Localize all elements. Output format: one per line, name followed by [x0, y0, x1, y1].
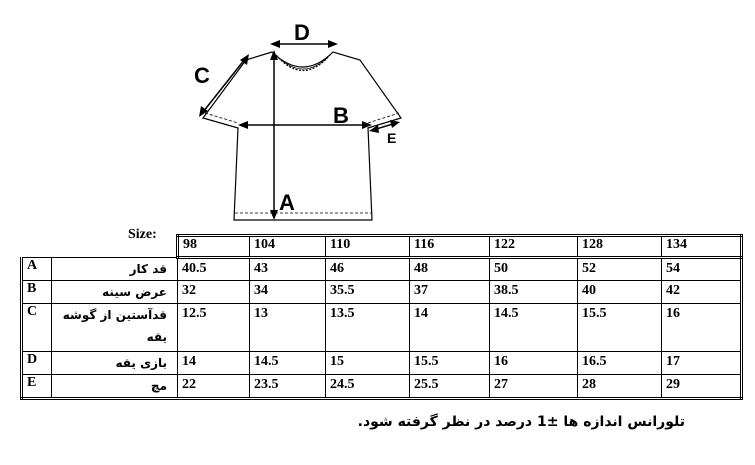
row-code: B [22, 281, 52, 304]
row-code: A [22, 258, 52, 281]
table-cell: 17 [662, 352, 742, 375]
table-row [22, 304, 742, 352]
size-label: Size: [128, 227, 157, 242]
table-cell: 37 [410, 281, 490, 304]
row-name: قدآستین از گوشه یقه [52, 304, 178, 352]
table-cell: 40.5 [178, 258, 250, 281]
table-cell: 27 [490, 375, 578, 399]
table-cell: 14.5 [490, 304, 578, 352]
size-header-cell: 134 [662, 236, 742, 258]
table-cell: 40 [578, 281, 662, 304]
table-cell: 24.5 [326, 375, 410, 399]
row-name: مچ [52, 375, 178, 399]
measure-a-label: A [279, 190, 295, 215]
table-cell: 12.5 [178, 304, 250, 352]
table-cell: 38.5 [490, 281, 578, 304]
table-row [22, 258, 742, 281]
table-cell: 14 [178, 352, 250, 375]
row-code: C [22, 304, 52, 352]
tolerance-note: تلورانس اندازه ها ±1 درصد در نظر گرفته شود. [357, 414, 685, 430]
size-header-cell: 122 [490, 236, 578, 258]
table-cell: 13 [250, 304, 326, 352]
table-cell: 50 [490, 258, 578, 281]
row-name: بازی یقه [52, 352, 178, 375]
table-cell: 29 [662, 375, 742, 399]
size-header-cell: 110 [326, 236, 410, 258]
table-cell: 54 [662, 258, 742, 281]
size-header-cell: 128 [578, 236, 662, 258]
row-code: E [22, 375, 52, 399]
row-code: D [22, 352, 52, 375]
table-cell: 25.5 [410, 375, 490, 399]
size-header-cell: 116 [410, 236, 490, 258]
table-cell: 46 [326, 258, 410, 281]
table-cell: 43 [250, 258, 326, 281]
table-cell: 15.5 [578, 304, 662, 352]
table-cell: 13.5 [326, 304, 410, 352]
size-header-cell: 98 [178, 236, 250, 258]
table-cell: 23.5 [250, 375, 326, 399]
size-header-row [22, 236, 742, 258]
table-cell: 35.5 [326, 281, 410, 304]
row-name: عرض سینه [52, 281, 178, 304]
measure-e-label: E [387, 130, 397, 146]
table-row [22, 375, 742, 399]
measure-c-label: C [194, 63, 210, 88]
table-row [22, 281, 742, 304]
table-cell: 22 [178, 375, 250, 399]
tshirt-outline [203, 52, 401, 220]
table-cell: 15.5 [410, 352, 490, 375]
table-cell: 32 [178, 281, 250, 304]
table-cell: 48 [410, 258, 490, 281]
table-cell: 16 [490, 352, 578, 375]
measure-d-label: D [294, 20, 310, 45]
table-cell: 16 [662, 304, 742, 352]
table-cell: 42 [662, 281, 742, 304]
size-header-cell: 104 [250, 236, 326, 258]
row-name: قد کار [52, 258, 178, 281]
table-cell: 28 [578, 375, 662, 399]
measure-b-label: B [333, 103, 349, 128]
table-cell: 52 [578, 258, 662, 281]
size-chart-table [20, 234, 743, 400]
table-cell: 15 [326, 352, 410, 375]
table-cell: 16.5 [578, 352, 662, 375]
table-cell: 14 [410, 304, 490, 352]
table-cell: 14.5 [250, 352, 326, 375]
table-cell: 34 [250, 281, 326, 304]
table-row [22, 352, 742, 375]
